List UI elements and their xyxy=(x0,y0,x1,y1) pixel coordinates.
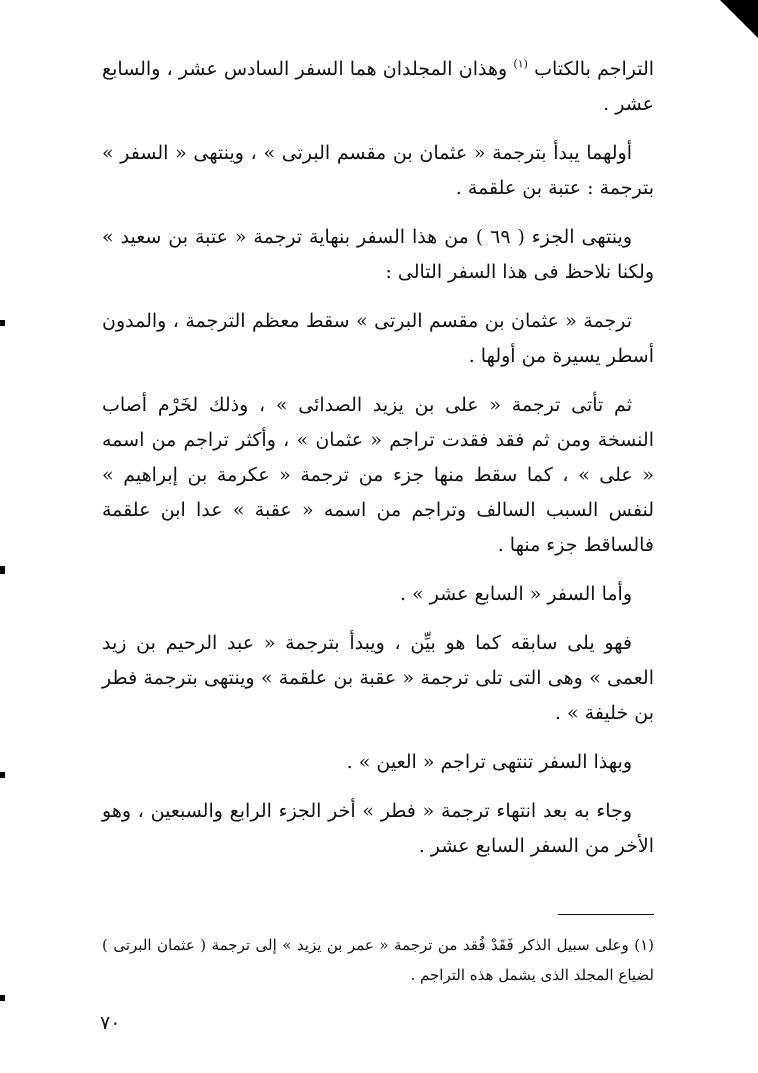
paragraph-1 xyxy=(102,52,654,122)
footnote-marker: (١) xyxy=(513,57,528,71)
paragraph-2: أولهما يبدأ بترجمة « عثمان بن مقسم البرتى » ، وينتهى « السفر » بترجمة : عتبة بن علقمة . xyxy=(102,142,654,199)
paragraph-5: ثم تأتى ترجمة « على بن يزيد الصدائى » ، وذلك لخَرْم أصاب النسخة ومن ثم فقد فقدت تراجم « عثمان » ، وأكثر تراجم من اسمه « على » ، كما سقط منها جزء من ترجمة « عكرمة بن إبراهيم » لنفس السبب السالف وتراجم من اسمه « عقبة » عدا ابن علقمة فالساقط جزء منها . xyxy=(102,394,654,556)
edge-mark-2 xyxy=(0,566,5,574)
edge-mark-3 xyxy=(0,772,5,778)
corner-mark xyxy=(720,0,758,38)
footnote xyxy=(102,930,654,990)
paragraph-8: وبهذا السفر تنتهى تراجم « العين » . xyxy=(346,751,632,773)
paragraph-9: وجاء به بعد انتهاء ترجمة « فطر » أخر الجزء الرابع والسبعين ، وهو الأخر من السفر السابع عشر . xyxy=(102,800,654,857)
paragraph-1-rest: وهذان المجلدان هما السفر السادس عشر ، والسابع عشر . xyxy=(102,58,654,115)
footnote-separator xyxy=(558,914,654,915)
paragraph-1-start: التراجم بالكتاب xyxy=(534,58,655,80)
edge-mark-4 xyxy=(0,995,5,1001)
edge-mark-1 xyxy=(0,320,5,326)
paragraph-3: وينتهى الجزء ( ٦٩ ) من هذا السفر بنهاية ترجمة « عتبة بن سعيد » ولكنا نلاحظ فى هذا السفر التالى : xyxy=(102,226,654,283)
paragraph-4: ترجمة « عثمان بن مقسم البرتى » سقط معظم الترجمة ، والمدون أسطر يسيرة من أولها . xyxy=(102,310,654,367)
paragraph-7: فهو يلى سابقه كما هو بيِّن ، ويبدأ بترجمة « عبد الرحيم بن زيد العمى » وهى التى تلى ترجمة « عقبة بن علقمة » وينتهى بترجمة فطر بن خليفة » . xyxy=(102,632,654,724)
paragraph-6: وأما السفر « السابع عشر » . xyxy=(399,583,632,605)
footnote-text: (١) وعلى سبيل الذكر فَقَدْ فُقد من ترجمة « عمر بن يزيد » إلى ترجمة ( عثمان البرتى ) لضياع المجلد الذى يشمل هذه التراجم . xyxy=(102,936,654,984)
page-number: ٧٠ xyxy=(100,1012,121,1034)
page-body xyxy=(102,52,654,878)
